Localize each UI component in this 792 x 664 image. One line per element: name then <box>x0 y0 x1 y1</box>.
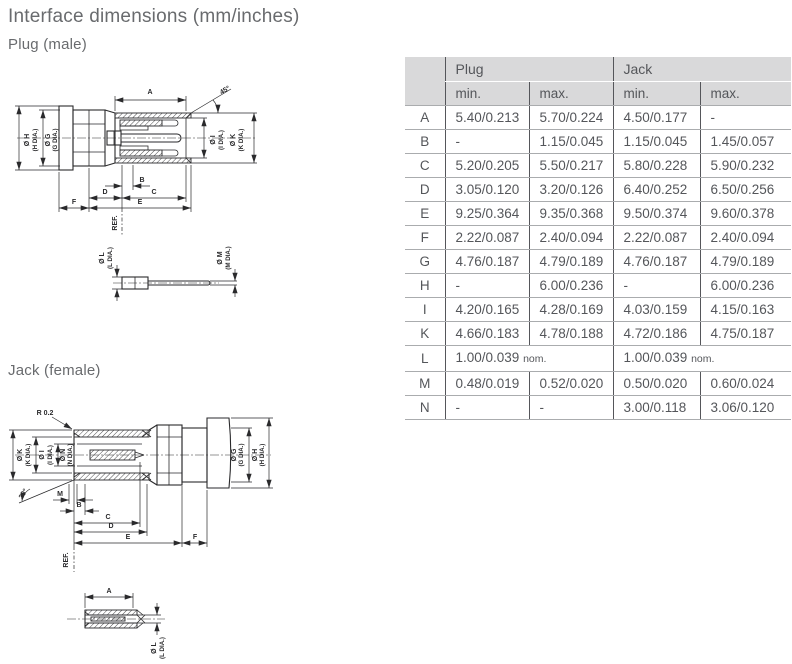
jack-dim-b: B <box>76 502 82 509</box>
jack-dia-k: Ø K <box>17 448 24 462</box>
jack-dia-k-sub: (K DIA.) <box>25 443 32 467</box>
table-row-M: M 0.48/0.019 0.52/0.020 0.50/0.020 0.60/0.024 <box>405 372 791 396</box>
jack-angle-label: 30° <box>17 487 30 501</box>
plug-dim-b: B <box>139 177 145 184</box>
plug-dim-c: C <box>151 189 157 196</box>
jack-radius-label: R 0.2 <box>36 410 54 417</box>
plug-ref-label: REF. <box>112 215 119 231</box>
subheader-jack-min: min. <box>613 82 700 106</box>
page-title: Interface dimensions (mm/inches) <box>8 6 300 27</box>
plug-dia-k-sub: (K DIA.) <box>238 128 245 152</box>
jack-dim-c: C <box>105 514 111 521</box>
subheader-jack-max: max. <box>700 82 791 106</box>
jack-dia-n: Ø N <box>60 448 67 462</box>
jack-dia-h: Ø H <box>252 448 259 462</box>
table-row-K: K 4.66/0.183 4.78/0.188 4.72/0.186 4.75/0.187 <box>405 322 791 346</box>
subheader-plug-max: max. <box>529 82 613 106</box>
column-group-jack: Jack <box>613 57 791 82</box>
jack-dia-i-sub: (I DIA.) <box>47 445 54 465</box>
plug-drawing <box>5 62 265 318</box>
pin-dia-m-sub: (M DIA.) <box>225 246 232 270</box>
plug-section-title: Plug (male) <box>8 36 87 53</box>
jack-sleeve-detail <box>67 588 166 659</box>
plug-dim-f: F <box>71 199 77 206</box>
plug-dia-h-sub: (H DIA.) <box>32 128 39 152</box>
jack-dia-n-sub: (N DIA.) <box>67 443 74 467</box>
table-row-B: B - 1.15/0.045 1.15/0.045 1.45/0.057 <box>405 130 791 154</box>
table-row-I: I 4.20/0.165 4.28/0.169 4.03/0.159 4.15/0.163 <box>405 298 791 322</box>
table-corner-cell <box>405 57 445 106</box>
plug-dim-a: A <box>147 89 153 96</box>
jack-dia-i: Ø I <box>39 450 46 460</box>
plug-pin-detail <box>99 246 237 301</box>
plug-dia-g-sub: (G DIA.) <box>52 128 59 152</box>
jack-dim-f: F <box>192 534 198 541</box>
jack-dim-e: E <box>125 534 131 541</box>
plug-dia-g: Ø G <box>45 133 52 147</box>
plug-dia-k: Ø K <box>230 133 237 147</box>
jack-dim-d: D <box>108 523 114 530</box>
table-row-C: C 5.20/0.205 5.50/0.217 5.80/0.228 5.90/0.232 <box>405 154 791 178</box>
jack-dim-m: M <box>57 491 63 498</box>
jack-drawing <box>5 400 275 664</box>
jack-dia-h-sub: (H DIA.) <box>259 443 266 467</box>
plug-dim-d: D <box>102 189 108 196</box>
table-row-D: D 3.05/0.120 3.20/0.126 6.40/0.252 6.50/0.256 <box>405 178 791 202</box>
table-row-N: N - - 3.00/0.118 3.06/0.120 <box>405 396 791 420</box>
pin-dia-l: Ø L <box>99 252 106 264</box>
table-row-G: G 4.76/0.187 4.79/0.189 4.76/0.187 4.79/0.189 <box>405 250 791 274</box>
jack-dia-g-sub: (G DIA.) <box>238 443 245 467</box>
pin-dia-l-sub: (L DIA.) <box>107 247 114 269</box>
jack-section-title: Jack (female) <box>8 362 101 379</box>
jack-ref-label: REF. <box>63 552 70 568</box>
column-group-plug: Plug <box>445 57 613 82</box>
plug-dim-e: E <box>137 199 143 206</box>
table-row-A: A 5.40/0.213 5.70/0.224 4.50/0.177 - <box>405 106 791 130</box>
plug-dia-i: Ø I <box>210 135 217 145</box>
plug-dia-h: Ø H <box>24 133 31 147</box>
table-row-L: L 1.00/0.039 nom. 1.00/0.039 nom. <box>405 346 791 372</box>
jack-dia-g: Ø G <box>231 448 238 462</box>
plug-angle-label: 45° <box>218 84 232 97</box>
pin-dia-m: Ø M <box>217 251 224 265</box>
sleeve-dia-l-sub: (L DIA.) <box>159 637 166 659</box>
sleeve-dim-a: A <box>106 588 112 595</box>
subheader-plug-min: min. <box>445 82 529 106</box>
table-row-H: H - 6.00/0.236 - 6.00/0.236 <box>405 274 791 298</box>
table-row-F: F 2.22/0.087 2.40/0.094 2.22/0.087 2.40/0.094 <box>405 226 791 250</box>
table-row-E: E 9.25/0.364 9.35/0.368 9.50/0.374 9.60/0.378 <box>405 202 791 226</box>
plug-dia-i-sub: (I DIA.) <box>218 130 225 150</box>
dimensions-table <box>405 57 791 420</box>
sleeve-dia-l: Ø L <box>151 642 158 654</box>
